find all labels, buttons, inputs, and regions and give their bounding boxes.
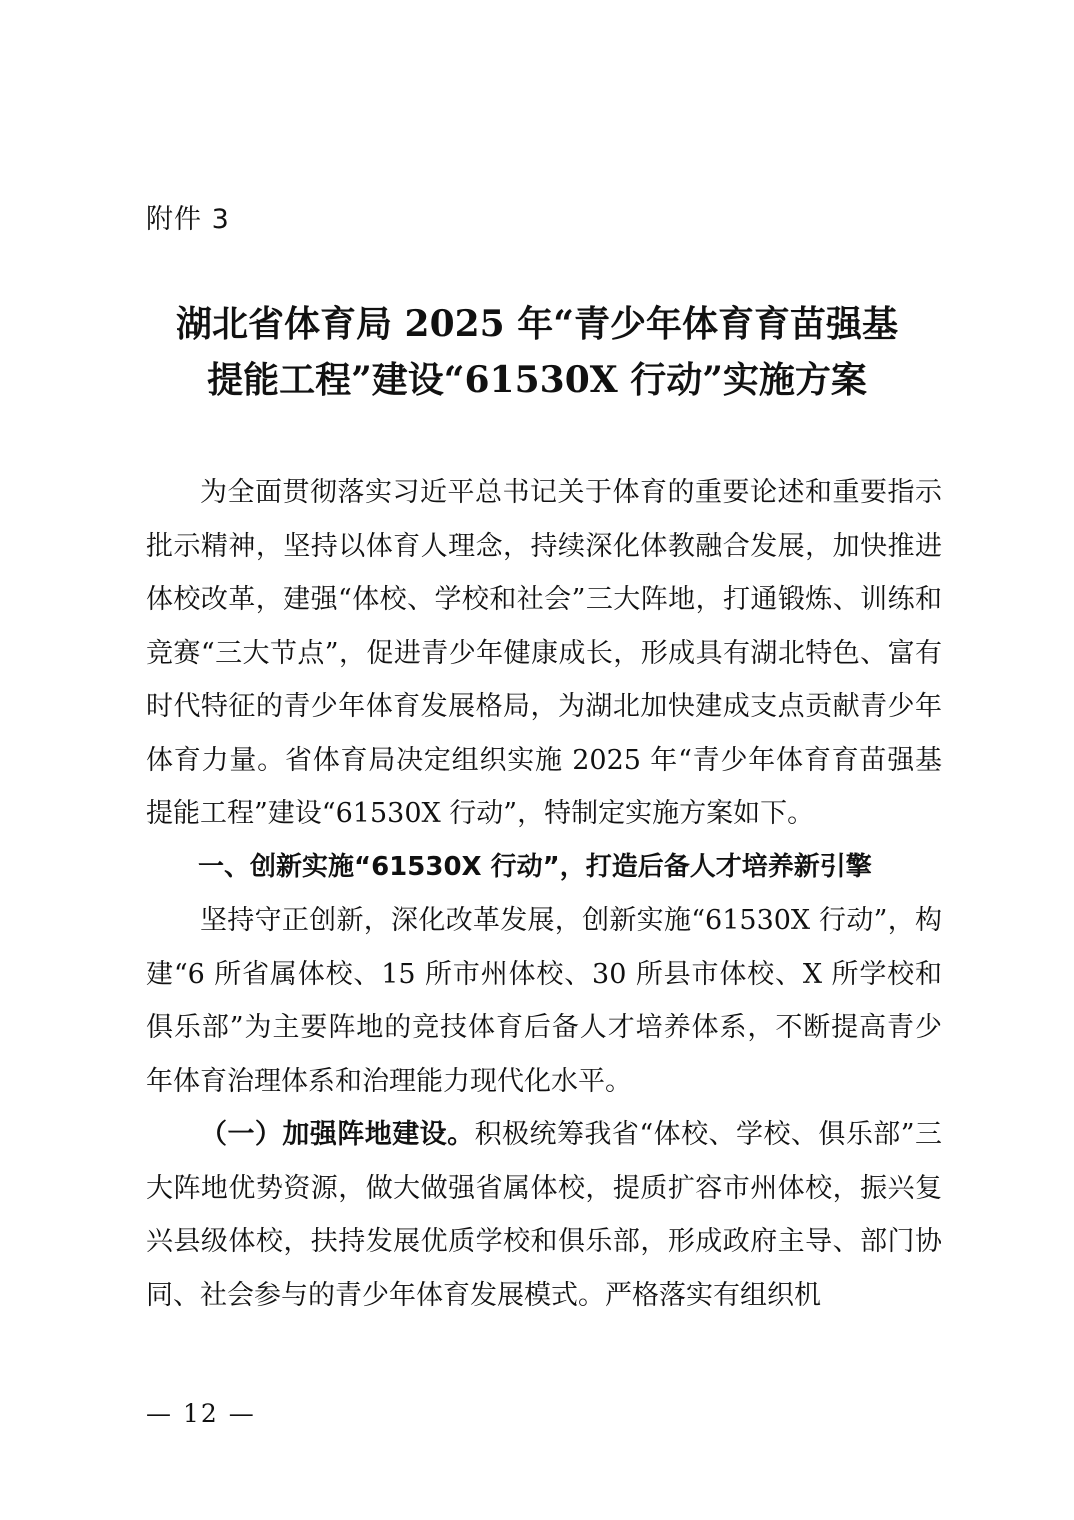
item-1-paragraph: [146, 1108, 942, 1322]
attachment-label: 附件 3: [146, 204, 230, 235]
section-heading-1: 一、创新实施“61530X 行动”，打造后备人才培养新引擎: [198, 851, 872, 882]
title-line-1: 湖北省体育局 2025 年“青少年体育育苗强基: [176, 303, 898, 345]
intro-paragraph: 为全面贯彻落实习近平总书记关于体育的重要论述和重要指示批示精神，坚持以体育人理念，持续深化体教融合发展，加快推进体校改革，建强“体校、学校和社会”三大阵地，打通锻炼、训练和竞赛“三大节点”，促进青少年健康成长，形成具有湖北特色、富有时代特征的青少年体育发展格局，为湖北加快建成支点贡献青少年体育力量。省体育局决定组织实施 2025 年“青少年体育育苗强基提能工程”建设“61530X 行动”，特制定实施方案如下。: [146, 477, 942, 829]
title-line-2: 提能工程”建设“61530X 行动”实施方案: [207, 359, 867, 401]
document-body: [146, 466, 942, 1322]
item-1-heading: （一）加强阵地建设。: [200, 1119, 475, 1150]
page-number: — 12 —: [146, 1399, 256, 1428]
section-1-paragraph: 坚持守正创新，深化改革发展，创新实施“61530X 行动”，构建“6 所省属体校、15 所市州体校、30 所县市体校、X 所学校和俱乐部”为主要阵地的竞技体育后备人才培养体系，不断提高青少年体育治理体系和治理能力现代化水平。: [146, 905, 942, 1097]
document-title: [120, 296, 954, 408]
item-1-text: 积极统筹我省“体校、学校、俱乐部”三大阵地优势资源，做大做强省属体校，提质扩容市州体校，振兴复兴县级体校，扶持发展优质学校和俱乐部，形成政府主导、部门协同、社会参与的青少年体育发展模式。严格落实有组织机: [146, 1119, 943, 1311]
